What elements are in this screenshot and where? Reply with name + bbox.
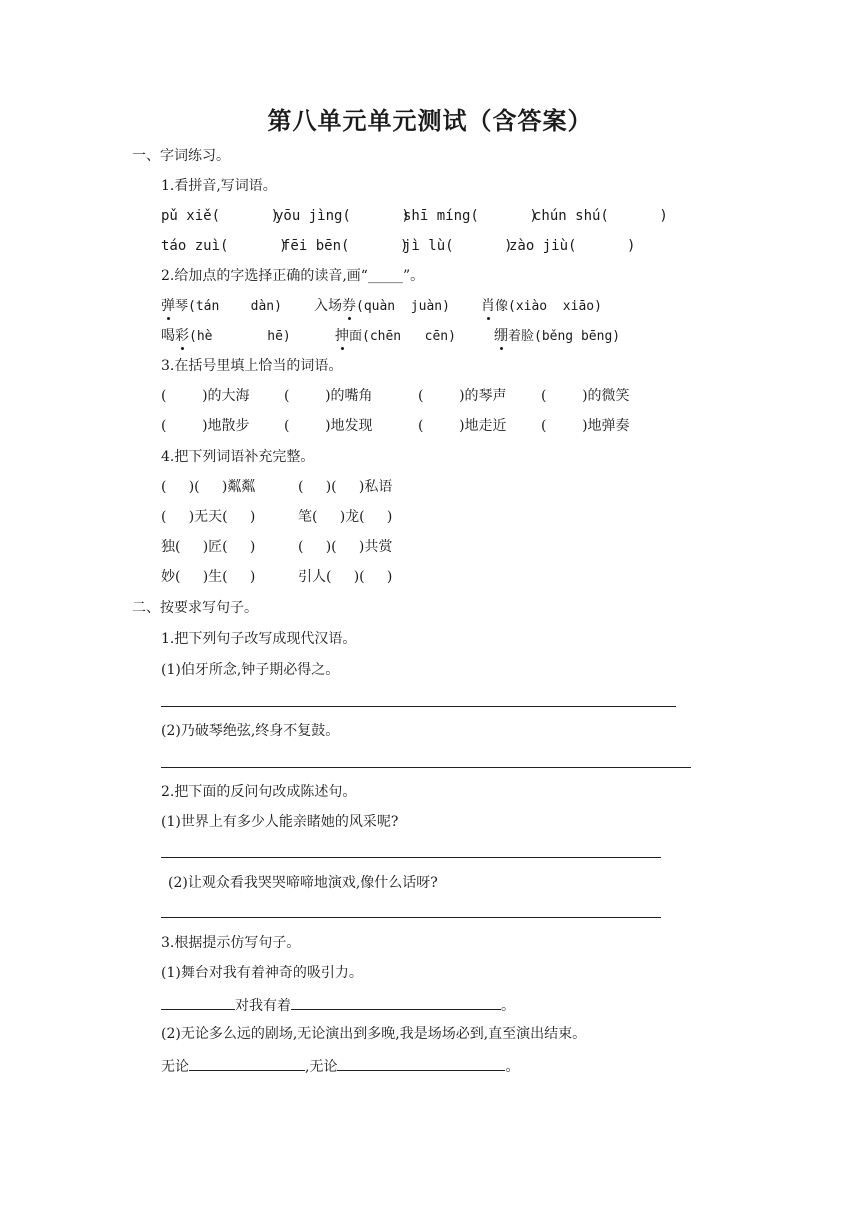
sentence-prompt: (2)无论多么远的剧场,无论演出到多晚,我是场场必到,直至演出结束。 — [161, 1026, 587, 1042]
question-label: 2.把下面的反问句改成陈述句。 — [161, 784, 357, 800]
pinyin-item: yōu jìng( ) — [275, 208, 410, 224]
question-label: 1.看拼音,写词语。 — [161, 178, 277, 194]
pinyin-item: chún shú( ) — [533, 208, 668, 224]
question-label: 2.给加点的字选择正确的读音,画“_____”。 — [161, 268, 425, 284]
reading-options: 像(xiào xiāo) — [495, 299, 602, 314]
idiom-blank: ( )无天( ) — [161, 509, 256, 525]
reading-options: 着脸(běng bēng) — [508, 329, 621, 344]
fill-text: 无论 — [161, 1059, 189, 1075]
fill-phrase: ( )地散步 — [161, 418, 250, 434]
idiom-blank: ( )( )共赏 — [298, 539, 393, 555]
dotted-character: 绷 — [494, 328, 508, 344]
question-label: 3.在括号里填上恰当的词语。 — [161, 358, 343, 374]
fill-phrase: ( )的大海 — [161, 388, 250, 404]
idiom-blank: ( )( )私语 — [298, 479, 393, 495]
sentence-prompt: (2)让观众看我哭哭啼啼地演戏,像什么话呀? — [168, 875, 438, 891]
dotted-character: 弹 — [161, 298, 175, 314]
dotted-character: 肖 — [481, 298, 495, 314]
idiom-blank: 引人( )( ) — [298, 569, 393, 585]
fill-text: 。 — [501, 998, 515, 1014]
dotted-character: 抻 — [335, 328, 349, 344]
question-label: 4.把下列词语补充完整。 — [161, 449, 315, 465]
answer-line[interactable] — [161, 706, 676, 707]
imitation-fill-1 — [161, 995, 515, 1015]
reading-options: (hè hē) — [189, 329, 291, 344]
answer-line[interactable] — [161, 767, 691, 768]
dotted-character: 券 — [342, 298, 356, 314]
fill-phrase: ( )地走近 — [418, 418, 507, 434]
reading-options: 面(chēn cēn) — [349, 329, 456, 344]
sentence-prompt: (1)世界上有多少人能亲睹她的风采呢? — [161, 814, 399, 830]
pinyin-item: fēi bēn( ) — [282, 238, 409, 254]
reading-choice — [314, 297, 450, 316]
reading-options: (quàn juàn) — [356, 299, 450, 314]
section-heading: 二、按要求写句子。 — [132, 600, 258, 616]
blank-underline[interactable] — [291, 995, 501, 1010]
reading-choice — [481, 297, 602, 316]
section-heading: 一、字词练习。 — [132, 148, 230, 164]
pinyin-item: zào jiù( ) — [509, 238, 636, 254]
question-label: 3.根据提示仿写句子。 — [161, 935, 301, 951]
reading-choice — [161, 327, 291, 346]
pinyin-item: jì lù( ) — [403, 238, 513, 254]
pinyin-item: pǔ xiě( ) — [161, 208, 280, 224]
sentence-prompt: (1)伯牙所念,钟子期必得之。 — [161, 662, 340, 678]
question-label: 1.把下列句子改写成现代汉语。 — [161, 631, 357, 647]
page-title: 第八单元单元测试（含答案） — [267, 107, 593, 135]
idiom-blank: 妙( )生( ) — [161, 569, 256, 585]
answer-line[interactable] — [161, 917, 661, 918]
reading-options: 琴(tán dàn) — [175, 299, 282, 314]
fill-phrase: ( )的琴声 — [418, 388, 507, 404]
pinyin-item: táo zuì( ) — [161, 238, 288, 254]
fill-phrase: ( )地弹奏 — [541, 418, 630, 434]
blank-underline[interactable] — [161, 995, 235, 1010]
dotted-character: 彩 — [175, 328, 189, 344]
blank-underline[interactable] — [337, 1056, 505, 1071]
answer-line[interactable] — [161, 857, 661, 858]
fill-phrase: ( )地发现 — [284, 418, 373, 434]
reading-choice — [335, 327, 456, 346]
reading-prefix: 喝 — [161, 328, 175, 344]
pinyin-item: shī míng( ) — [403, 208, 538, 224]
fill-phrase: ( )的嘴角 — [284, 388, 373, 404]
fill-text: 对我有着 — [235, 998, 291, 1014]
reading-choice — [494, 327, 620, 346]
idiom-blank: ( )( )粼粼 — [161, 479, 256, 495]
fill-text: ,无论 — [305, 1059, 338, 1075]
fill-text: 。 — [505, 1059, 520, 1075]
sentence-prompt: (2)乃破琴绝弦,终身不复鼓。 — [161, 723, 340, 739]
idiom-blank: 独( )匠( ) — [161, 539, 256, 555]
reading-choice — [161, 297, 282, 316]
fill-phrase: ( )的微笑 — [541, 388, 630, 404]
reading-prefix: 入场 — [314, 298, 342, 314]
idiom-blank: 笔( )龙( ) — [298, 509, 393, 525]
imitation-fill-2 — [161, 1056, 519, 1076]
blank-underline[interactable] — [189, 1056, 305, 1071]
sentence-prompt: (1)舞台对我有着神奇的吸引力。 — [161, 965, 363, 981]
